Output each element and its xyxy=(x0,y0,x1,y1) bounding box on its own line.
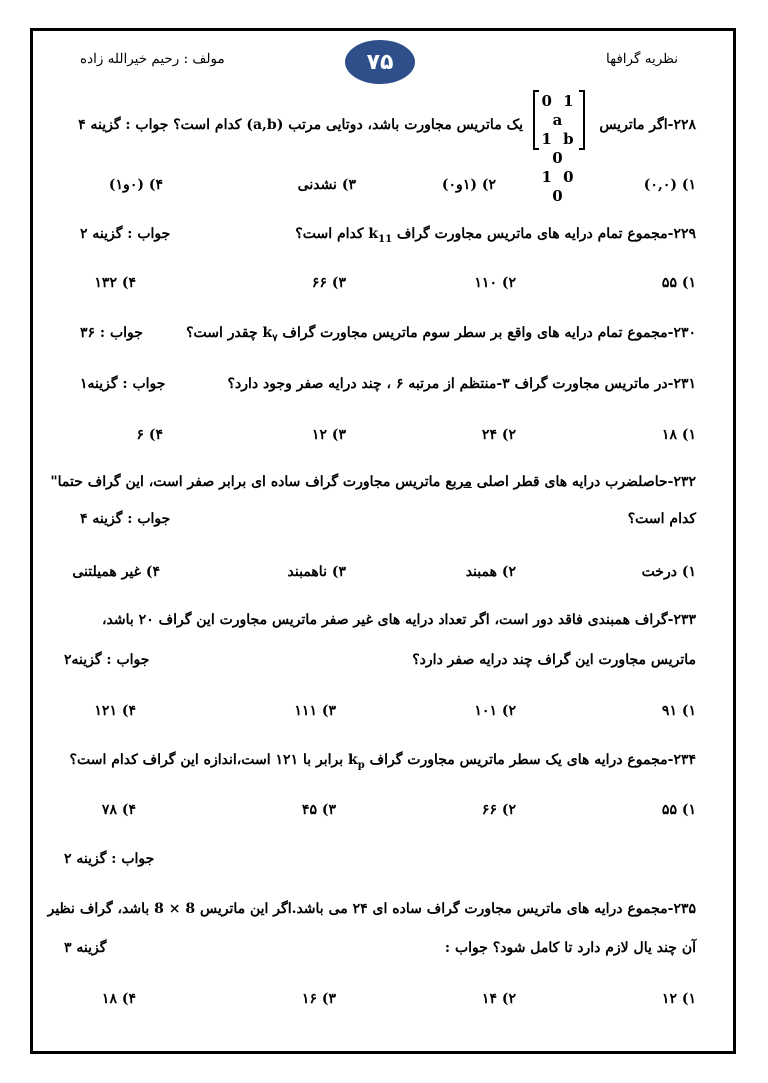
q233-answer: جواب : گزینه۲ xyxy=(64,652,150,668)
q235-line2: آن چند یال لازم دارد تا کامل شود؟ جواب : xyxy=(444,940,696,956)
q228-text-after: یک ماتریس مجاورت باشد، دوتایی مرتب (a,b) کدام است؟ جواب : گزینه ۴ xyxy=(78,117,523,133)
underlined-word: مربع xyxy=(445,474,472,490)
q235-option-4: ۴) ۱۸ xyxy=(101,991,136,1007)
q232-answer: جواب : گزینه ۴ xyxy=(80,511,171,527)
q234-option-1: ۱) ۵۵ xyxy=(661,802,696,818)
q235-answer: گزینه ۳ xyxy=(64,940,107,956)
q229-option-4: ۴) ۱۳۲ xyxy=(94,275,136,291)
q229-answer: جواب : گزینه ۲ xyxy=(80,226,171,242)
q233-line1: ۲۳۳-گراف همبندی فاقد دور است، اگر تعداد درایه های غیر صفر ماتریس مجاورت این گراف ۲۰ باشد، xyxy=(102,612,696,628)
q232-option-2: ۲) همبند xyxy=(465,564,516,580)
q230-text: ۲۳۰-مجموع تمام درایه های واقع بر سطر سوم ماتریس مجاورت گراف $k_۷$ چقدر است؟ xyxy=(186,325,696,344)
q230-answer: جواب : ۳۶ xyxy=(80,325,143,341)
q232-line2: کدام است؟ xyxy=(627,511,696,527)
header-title: نظریه گرافها xyxy=(606,51,678,67)
q228-option-2: ۲) (۱و۰) xyxy=(441,177,496,193)
q233-option-2: ۲) ۱۰۱ xyxy=(474,703,516,719)
page-number-badge: ۷۵ xyxy=(345,40,415,84)
q234-option-3: ۳) ۴۵ xyxy=(301,802,336,818)
q234-option-4: ۴) ۷۸ xyxy=(101,802,136,818)
q231-option-4: ۴) ۶ xyxy=(136,427,163,443)
q232-line1: ۲۳۲-حاصلضرب درایه های قطر اصلی مربع ماتریس مجاورت گراف ساده ای برابر صفر است، این گراف حتما" xyxy=(50,474,696,490)
q229-option-1: ۱) ۵۵ xyxy=(661,275,696,291)
q233-line2: ماتریس مجاورت این گراف چند درایه صفر دارد؟ xyxy=(412,652,696,668)
matrix-row: 0 1 a xyxy=(541,92,577,129)
q233-option-3: ۳) ۱۱۱ xyxy=(294,703,336,719)
q232-option-4: ۴) غیر همیلتنی xyxy=(72,564,160,580)
q232-option-3: ۳) ناهمبند xyxy=(287,564,346,580)
q235-line1: ۲۳۵-مجموع درایه های ماتریس مجاورت گراف ساده ای ۲۴ می باشد.اگر این ماتریس 8 × 8 باشد، گراف نظیر xyxy=(47,901,696,917)
header-author: مولف : رحیم خیرالله زاده xyxy=(80,51,225,67)
q231-option-3: ۳) ۱۲ xyxy=(311,427,346,443)
q233-option-1: ۱) ۹۱ xyxy=(661,703,696,719)
q231-option-2: ۲) ۲۴ xyxy=(481,427,516,443)
q235-option-3: ۳) ۱۶ xyxy=(301,991,336,1007)
q235-option-2: ۲) ۱۴ xyxy=(481,991,516,1007)
q234-option-2: ۲) ۶۶ xyxy=(481,802,516,818)
q235-option-1: ۱) ۱۲ xyxy=(661,991,696,1007)
q234-text: ۲۳۴-مجموع درایه های یک سطر ماتریس مجاورت گراف $k_p$ برابر با ۱۲۱ است،اندازه این گراف کدام است؟ xyxy=(69,752,696,771)
matrix-row: 1 0 0 xyxy=(541,168,577,205)
q234-answer: جواب : گزینه ۲ xyxy=(64,851,155,867)
q228-option-1: ۱) (۰,۰) xyxy=(643,177,696,193)
q228-option-4: ۴) (۰و۱) xyxy=(108,177,163,193)
q229-option-2: ۲) ۱۱۰ xyxy=(474,275,516,291)
q233-option-4: ۴) ۱۲۱ xyxy=(94,703,136,719)
q229-option-3: ۳) ۶۶ xyxy=(311,275,346,291)
q231-answer: جواب : گزینه۱ xyxy=(80,376,166,392)
q231-option-1: ۱) ۱۸ xyxy=(661,427,696,443)
q228-option-3: ۳) نشدنی xyxy=(297,177,356,193)
q228-matrix xyxy=(533,90,585,205)
q232-option-1: ۱) درخت xyxy=(641,564,696,580)
q228-text-before: ۲۲۸-اگر ماتریس xyxy=(599,117,696,133)
matrix-row: 1 b 0 xyxy=(541,130,577,167)
q231-text: ۲۳۱-در ماتریس مجاورت گراف ۳-منتظم از مرتبه ۶ ، چند درایه صفر وجود دارد؟ xyxy=(227,376,696,392)
q229-text: ۲۲۹-مجموع تمام درایه های ماتریس مجاورت گراف $k_{11}$ کدام است؟ xyxy=(295,226,696,245)
